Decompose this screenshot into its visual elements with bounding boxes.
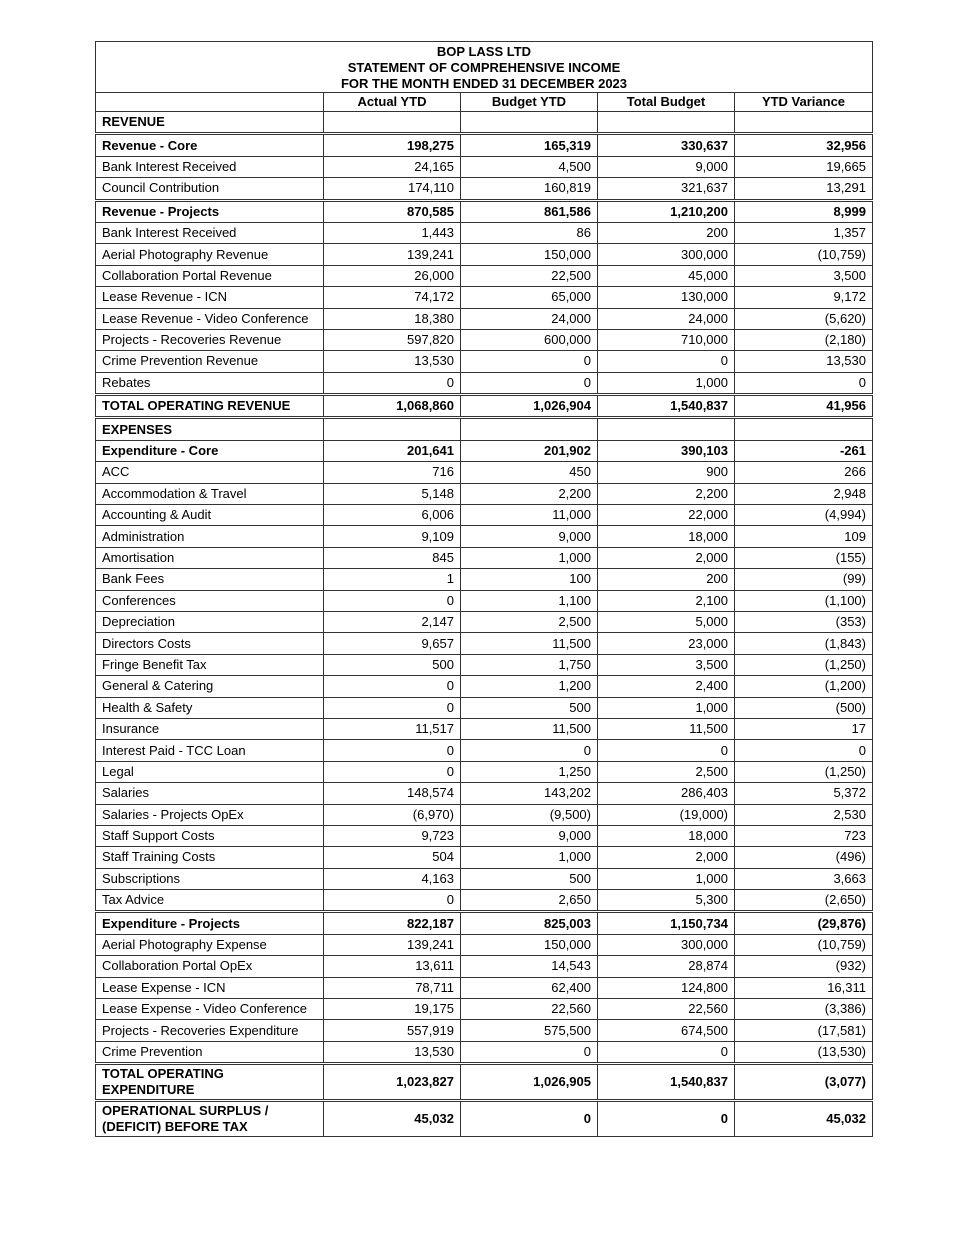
collaboration-portal-revenue-ytd-variance: 3,500	[735, 265, 873, 286]
total-operating-revenue-actual-ytd: 1,068,860	[324, 395, 461, 418]
aerial-photography-revenue-actual-ytd: 139,241	[324, 244, 461, 265]
row-council-contribution	[96, 178, 873, 200]
crime-prevention-revenue-budget-ytd: 0	[461, 351, 598, 372]
row-conferences	[96, 590, 873, 611]
column-header-budget-ytd: Budget YTD	[461, 93, 598, 112]
staff-training-costs-budget-ytd: 1,000	[461, 847, 598, 868]
revenue-core-ytd-variance: 32,956	[735, 134, 873, 156]
bank-interest-projects-budget-ytd: 86	[461, 222, 598, 243]
row-rebates	[96, 372, 873, 394]
crime-prevention-total-budget: 0	[598, 1041, 735, 1063]
row-accounting-audit	[96, 505, 873, 526]
staff-support-costs-actual-ytd: 9,723	[324, 825, 461, 846]
bank-interest-core-budget-ytd: 4,500	[461, 156, 598, 177]
collaboration-portal-revenue-actual-ytd: 26,000	[324, 265, 461, 286]
acc-ytd-variance: 266	[735, 462, 873, 483]
empty-cell	[598, 112, 735, 134]
total-operating-revenue-ytd-variance: 41,956	[735, 395, 873, 418]
legal-actual-ytd: 0	[324, 761, 461, 782]
general-catering-actual-ytd: 0	[324, 676, 461, 697]
row-lease-expense-video	[96, 999, 873, 1020]
column-header-blank	[96, 93, 324, 112]
crime-prevention-revenue-actual-ytd: 13,530	[324, 351, 461, 372]
rebates-budget-ytd: 0	[461, 372, 598, 394]
projects-recoveries-revenue-budget-ytd: 600,000	[461, 329, 598, 350]
row-staff-support-costs	[96, 825, 873, 846]
projects-recoveries-expenditure-actual-ytd: 557,919	[324, 1020, 461, 1041]
expenditure-core-actual-ytd: 201,641	[324, 440, 461, 461]
row-crime-prevention	[96, 1041, 873, 1063]
administration-ytd-variance: 109	[735, 526, 873, 547]
aerial-photography-expense-total-budget: 300,000	[598, 934, 735, 955]
legal-budget-ytd: 1,250	[461, 761, 598, 782]
row-staff-training-costs	[96, 847, 873, 868]
bank-interest-projects-label: Bank Interest Received	[96, 222, 324, 243]
accounting-audit-actual-ytd: 6,006	[324, 505, 461, 526]
empty-cell	[461, 418, 598, 440]
lease-expense-video-label: Lease Expense - Video Conference	[96, 999, 324, 1020]
conferences-budget-ytd: 1,100	[461, 590, 598, 611]
operational-surplus-actual-ytd: 45,032	[324, 1101, 461, 1137]
row-lease-revenue-icn	[96, 287, 873, 308]
revenue-core-total-budget: 330,637	[598, 134, 735, 156]
expenses-section-row	[96, 418, 873, 440]
lease-revenue-video-total-budget: 24,000	[598, 308, 735, 329]
staff-support-costs-label: Staff Support Costs	[96, 825, 324, 846]
salaries-projects-opex-total-budget: (19,000)	[598, 804, 735, 825]
expenditure-core-budget-ytd: 201,902	[461, 440, 598, 461]
expenditure-projects-actual-ytd: 822,187	[324, 912, 461, 934]
depreciation-ytd-variance: (353)	[735, 611, 873, 632]
revenue-section-row	[96, 112, 873, 134]
administration-budget-ytd: 9,000	[461, 526, 598, 547]
row-aerial-photography-revenue	[96, 244, 873, 265]
row-depreciation	[96, 611, 873, 632]
bank-fees-actual-ytd: 1	[324, 569, 461, 590]
administration-label: Administration	[96, 526, 324, 547]
row-total-operating-expenditure	[96, 1064, 873, 1101]
general-catering-ytd-variance: (1,200)	[735, 676, 873, 697]
row-revenue-core	[96, 134, 873, 156]
staff-support-costs-ytd-variance: 723	[735, 825, 873, 846]
depreciation-budget-ytd: 2,500	[461, 611, 598, 632]
conferences-actual-ytd: 0	[324, 590, 461, 611]
accounting-audit-label: Accounting & Audit	[96, 505, 324, 526]
revenue-projects-ytd-variance: 8,999	[735, 200, 873, 222]
bank-interest-projects-total-budget: 200	[598, 222, 735, 243]
row-total-operating-revenue	[96, 395, 873, 418]
crime-prevention-ytd-variance: (13,530)	[735, 1041, 873, 1063]
administration-total-budget: 18,000	[598, 526, 735, 547]
salaries-label: Salaries	[96, 783, 324, 804]
directors-costs-label: Directors Costs	[96, 633, 324, 654]
lease-revenue-video-actual-ytd: 18,380	[324, 308, 461, 329]
accommodation-travel-budget-ytd: 2,200	[461, 483, 598, 504]
revenue-projects-total-budget: 1,210,200	[598, 200, 735, 222]
interest-paid-tcc-total-budget: 0	[598, 740, 735, 761]
row-directors-costs	[96, 633, 873, 654]
empty-cell	[324, 418, 461, 440]
empty-cell	[735, 112, 873, 134]
expenses-section-heading: EXPENSES	[96, 418, 324, 440]
health-safety-ytd-variance: (500)	[735, 697, 873, 718]
operational-surplus-total-budget: 0	[598, 1101, 735, 1137]
row-projects-recoveries-expenditure	[96, 1020, 873, 1041]
revenue-core-actual-ytd: 198,275	[324, 134, 461, 156]
total-operating-expenditure-ytd-variance: (3,077)	[735, 1064, 873, 1101]
report-header-row	[96, 42, 873, 93]
tax-advice-budget-ytd: 2,650	[461, 890, 598, 912]
aerial-photography-revenue-budget-ytd: 150,000	[461, 244, 598, 265]
expenditure-projects-budget-ytd: 825,003	[461, 912, 598, 934]
revenue-projects-label: Revenue - Projects	[96, 200, 324, 222]
projects-recoveries-expenditure-label: Projects - Recoveries Expenditure	[96, 1020, 324, 1041]
lease-revenue-icn-budget-ytd: 65,000	[461, 287, 598, 308]
tax-advice-ytd-variance: (2,650)	[735, 890, 873, 912]
acc-label: ACC	[96, 462, 324, 483]
projects-recoveries-revenue-ytd-variance: (2,180)	[735, 329, 873, 350]
collaboration-portal-opex-budget-ytd: 14,543	[461, 956, 598, 977]
empty-cell	[735, 418, 873, 440]
row-operational-surplus	[96, 1101, 873, 1137]
depreciation-total-budget: 5,000	[598, 611, 735, 632]
health-safety-label: Health & Safety	[96, 697, 324, 718]
row-bank-fees	[96, 569, 873, 590]
collaboration-portal-revenue-total-budget: 45,000	[598, 265, 735, 286]
conferences-ytd-variance: (1,100)	[735, 590, 873, 611]
expenditure-projects-ytd-variance: (29,876)	[735, 912, 873, 934]
crime-prevention-budget-ytd: 0	[461, 1041, 598, 1063]
general-catering-label: General & Catering	[96, 676, 324, 697]
bank-interest-core-total-budget: 9,000	[598, 156, 735, 177]
operational-surplus-ytd-variance: 45,032	[735, 1101, 873, 1137]
lease-expense-icn-total-budget: 124,800	[598, 977, 735, 998]
interest-paid-tcc-actual-ytd: 0	[324, 740, 461, 761]
insurance-label: Insurance	[96, 718, 324, 739]
projects-recoveries-expenditure-budget-ytd: 575,500	[461, 1020, 598, 1041]
subscriptions-budget-ytd: 500	[461, 868, 598, 889]
statement-period: FOR THE MONTH ENDED 31 DECEMBER 2023	[340, 76, 628, 91]
total-operating-expenditure-total-budget: 1,540,837	[598, 1064, 735, 1101]
amortisation-total-budget: 2,000	[598, 547, 735, 568]
row-tax-advice	[96, 890, 873, 912]
depreciation-actual-ytd: 2,147	[324, 611, 461, 632]
row-salaries	[96, 783, 873, 804]
directors-costs-budget-ytd: 11,500	[461, 633, 598, 654]
revenue-core-label: Revenue - Core	[96, 134, 324, 156]
income-statement	[95, 41, 872, 1137]
projects-recoveries-expenditure-ytd-variance: (17,581)	[735, 1020, 873, 1041]
total-operating-revenue-budget-ytd: 1,026,904	[461, 395, 598, 418]
lease-revenue-icn-label: Lease Revenue - ICN	[96, 287, 324, 308]
staff-training-costs-ytd-variance: (496)	[735, 847, 873, 868]
council-contribution-ytd-variance: 13,291	[735, 178, 873, 200]
empty-cell	[598, 418, 735, 440]
lease-expense-icn-label: Lease Expense - ICN	[96, 977, 324, 998]
collaboration-portal-opex-total-budget: 28,874	[598, 956, 735, 977]
expenditure-projects-label: Expenditure - Projects	[96, 912, 324, 934]
bank-interest-core-actual-ytd: 24,165	[324, 156, 461, 177]
tax-advice-label: Tax Advice	[96, 890, 324, 912]
bank-fees-budget-ytd: 100	[461, 569, 598, 590]
row-expenditure-core	[96, 440, 873, 461]
legal-label: Legal	[96, 761, 324, 782]
health-safety-total-budget: 1,000	[598, 697, 735, 718]
lease-expense-video-total-budget: 22,560	[598, 999, 735, 1020]
income-statement-table	[95, 41, 873, 1137]
interest-paid-tcc-label: Interest Paid - TCC Loan	[96, 740, 324, 761]
row-bank-interest-projects	[96, 222, 873, 243]
council-contribution-actual-ytd: 174,110	[324, 178, 461, 200]
fringe-benefit-tax-total-budget: 3,500	[598, 654, 735, 675]
lease-expense-video-budget-ytd: 22,560	[461, 999, 598, 1020]
empty-cell	[324, 112, 461, 134]
directors-costs-actual-ytd: 9,657	[324, 633, 461, 654]
column-header-actual-ytd: Actual YTD	[324, 93, 461, 112]
fringe-benefit-tax-budget-ytd: 1,750	[461, 654, 598, 675]
salaries-total-budget: 286,403	[598, 783, 735, 804]
salaries-actual-ytd: 148,574	[324, 783, 461, 804]
insurance-budget-ytd: 11,500	[461, 718, 598, 739]
row-crime-prevention-revenue	[96, 351, 873, 372]
projects-recoveries-expenditure-total-budget: 674,500	[598, 1020, 735, 1041]
conferences-total-budget: 2,100	[598, 590, 735, 611]
collaboration-portal-opex-ytd-variance: (932)	[735, 956, 873, 977]
subscriptions-total-budget: 1,000	[598, 868, 735, 889]
collaboration-portal-revenue-label: Collaboration Portal Revenue	[96, 265, 324, 286]
general-catering-budget-ytd: 1,200	[461, 676, 598, 697]
empty-cell	[461, 112, 598, 134]
column-header-row	[96, 93, 873, 112]
row-collaboration-portal-revenue	[96, 265, 873, 286]
directors-costs-ytd-variance: (1,843)	[735, 633, 873, 654]
row-lease-revenue-video	[96, 308, 873, 329]
row-aerial-photography-expense	[96, 934, 873, 955]
health-safety-budget-ytd: 500	[461, 697, 598, 718]
staff-training-costs-total-budget: 2,000	[598, 847, 735, 868]
row-acc	[96, 462, 873, 483]
salaries-projects-opex-budget-ytd: (9,500)	[461, 804, 598, 825]
operational-surplus-label: OPERATIONAL SURPLUS / (DEFICIT) BEFORE TAX	[96, 1101, 324, 1137]
interest-paid-tcc-ytd-variance: 0	[735, 740, 873, 761]
rebates-ytd-variance: 0	[735, 372, 873, 394]
row-revenue-projects	[96, 200, 873, 222]
health-safety-actual-ytd: 0	[324, 697, 461, 718]
council-contribution-label: Council Contribution	[96, 178, 324, 200]
depreciation-label: Depreciation	[96, 611, 324, 632]
total-operating-expenditure-label: TOTAL OPERATING EXPENDITURE	[96, 1064, 324, 1101]
row-bank-interest-core	[96, 156, 873, 177]
amortisation-budget-ytd: 1,000	[461, 547, 598, 568]
fringe-benefit-tax-ytd-variance: (1,250)	[735, 654, 873, 675]
row-accommodation-travel	[96, 483, 873, 504]
interest-paid-tcc-budget-ytd: 0	[461, 740, 598, 761]
statement-title: STATEMENT OF COMPREHENSIVE INCOME	[347, 60, 621, 75]
crime-prevention-revenue-label: Crime Prevention Revenue	[96, 351, 324, 372]
bank-interest-projects-ytd-variance: 1,357	[735, 222, 873, 243]
row-interest-paid-tcc	[96, 740, 873, 761]
council-contribution-total-budget: 321,637	[598, 178, 735, 200]
insurance-ytd-variance: 17	[735, 718, 873, 739]
revenue-projects-budget-ytd: 861,586	[461, 200, 598, 222]
accommodation-travel-ytd-variance: 2,948	[735, 483, 873, 504]
subscriptions-ytd-variance: 3,663	[735, 868, 873, 889]
legal-total-budget: 2,500	[598, 761, 735, 782]
salaries-projects-opex-ytd-variance: 2,530	[735, 804, 873, 825]
revenue-core-budget-ytd: 165,319	[461, 134, 598, 156]
aerial-photography-revenue-label: Aerial Photography Revenue	[96, 244, 324, 265]
lease-revenue-icn-actual-ytd: 74,172	[324, 287, 461, 308]
salaries-projects-opex-actual-ytd: (6,970)	[324, 804, 461, 825]
lease-expense-video-ytd-variance: (3,386)	[735, 999, 873, 1020]
projects-recoveries-revenue-label: Projects - Recoveries Revenue	[96, 329, 324, 350]
bank-interest-core-ytd-variance: 19,665	[735, 156, 873, 177]
row-projects-recoveries-revenue	[96, 329, 873, 350]
crime-prevention-label: Crime Prevention	[96, 1041, 324, 1063]
expenditure-core-label: Expenditure - Core	[96, 440, 324, 461]
conferences-label: Conferences	[96, 590, 324, 611]
collaboration-portal-revenue-budget-ytd: 22,500	[461, 265, 598, 286]
lease-revenue-icn-total-budget: 130,000	[598, 287, 735, 308]
amortisation-actual-ytd: 845	[324, 547, 461, 568]
directors-costs-total-budget: 23,000	[598, 633, 735, 654]
bank-fees-total-budget: 200	[598, 569, 735, 590]
row-subscriptions	[96, 868, 873, 889]
column-header-total-budget: Total Budget	[598, 93, 735, 112]
crime-prevention-revenue-total-budget: 0	[598, 351, 735, 372]
rebates-total-budget: 1,000	[598, 372, 735, 394]
salaries-budget-ytd: 143,202	[461, 783, 598, 804]
aerial-photography-expense-actual-ytd: 139,241	[324, 934, 461, 955]
rebates-actual-ytd: 0	[324, 372, 461, 394]
total-operating-expenditure-budget-ytd: 1,026,905	[461, 1064, 598, 1101]
total-operating-revenue-label: TOTAL OPERATING REVENUE	[96, 395, 324, 418]
general-catering-total-budget: 2,400	[598, 676, 735, 697]
total-operating-expenditure-actual-ytd: 1,023,827	[324, 1064, 461, 1101]
staff-training-costs-label: Staff Training Costs	[96, 847, 324, 868]
amortisation-label: Amortisation	[96, 547, 324, 568]
expenditure-projects-total-budget: 1,150,734	[598, 912, 735, 934]
accommodation-travel-label: Accommodation & Travel	[96, 483, 324, 504]
revenue-projects-actual-ytd: 870,585	[324, 200, 461, 222]
legal-ytd-variance: (1,250)	[735, 761, 873, 782]
accommodation-travel-actual-ytd: 5,148	[324, 483, 461, 504]
company-name: BOP LASS LTD	[436, 44, 532, 59]
salaries-projects-opex-label: Salaries - Projects OpEx	[96, 804, 324, 825]
lease-expense-video-actual-ytd: 19,175	[324, 999, 461, 1020]
row-expenditure-projects	[96, 912, 873, 934]
bank-interest-projects-actual-ytd: 1,443	[324, 222, 461, 243]
collaboration-portal-opex-actual-ytd: 13,611	[324, 956, 461, 977]
aerial-photography-expense-label: Aerial Photography Expense	[96, 934, 324, 955]
fringe-benefit-tax-actual-ytd: 500	[324, 654, 461, 675]
row-salaries-projects-opex	[96, 804, 873, 825]
staff-support-costs-budget-ytd: 9,000	[461, 825, 598, 846]
projects-recoveries-revenue-actual-ytd: 597,820	[324, 329, 461, 350]
acc-total-budget: 900	[598, 462, 735, 483]
collaboration-portal-opex-label: Collaboration Portal OpEx	[96, 956, 324, 977]
report-title	[96, 42, 873, 93]
expenditure-core-total-budget: 390,103	[598, 440, 735, 461]
tax-advice-total-budget: 5,300	[598, 890, 735, 912]
insurance-actual-ytd: 11,517	[324, 718, 461, 739]
acc-budget-ytd: 450	[461, 462, 598, 483]
subscriptions-label: Subscriptions	[96, 868, 324, 889]
row-insurance	[96, 718, 873, 739]
aerial-photography-expense-budget-ytd: 150,000	[461, 934, 598, 955]
lease-expense-icn-actual-ytd: 78,711	[324, 977, 461, 998]
tax-advice-actual-ytd: 0	[324, 890, 461, 912]
bank-fees-ytd-variance: (99)	[735, 569, 873, 590]
row-fringe-benefit-tax	[96, 654, 873, 675]
amortisation-ytd-variance: (155)	[735, 547, 873, 568]
salaries-ytd-variance: 5,372	[735, 783, 873, 804]
acc-actual-ytd: 716	[324, 462, 461, 483]
bank-interest-core-label: Bank Interest Received	[96, 156, 324, 177]
crime-prevention-actual-ytd: 13,530	[324, 1041, 461, 1063]
row-general-catering	[96, 676, 873, 697]
lease-expense-icn-ytd-variance: 16,311	[735, 977, 873, 998]
administration-actual-ytd: 9,109	[324, 526, 461, 547]
accounting-audit-budget-ytd: 11,000	[461, 505, 598, 526]
total-operating-revenue-total-budget: 1,540,837	[598, 395, 735, 418]
aerial-photography-revenue-total-budget: 300,000	[598, 244, 735, 265]
lease-expense-icn-budget-ytd: 62,400	[461, 977, 598, 998]
row-administration	[96, 526, 873, 547]
lease-revenue-video-ytd-variance: (5,620)	[735, 308, 873, 329]
staff-support-costs-total-budget: 18,000	[598, 825, 735, 846]
row-legal	[96, 761, 873, 782]
row-health-safety	[96, 697, 873, 718]
row-collaboration-portal-opex	[96, 956, 873, 977]
rebates-label: Rebates	[96, 372, 324, 394]
crime-prevention-revenue-ytd-variance: 13,530	[735, 351, 873, 372]
row-amortisation	[96, 547, 873, 568]
row-lease-expense-icn	[96, 977, 873, 998]
revenue-section-heading: REVENUE	[96, 112, 324, 134]
insurance-total-budget: 11,500	[598, 718, 735, 739]
fringe-benefit-tax-label: Fringe Benefit Tax	[96, 654, 324, 675]
lease-revenue-video-label: Lease Revenue - Video Conference	[96, 308, 324, 329]
accounting-audit-ytd-variance: (4,994)	[735, 505, 873, 526]
aerial-photography-revenue-ytd-variance: (10,759)	[735, 244, 873, 265]
aerial-photography-expense-ytd-variance: (10,759)	[735, 934, 873, 955]
operational-surplus-budget-ytd: 0	[461, 1101, 598, 1137]
column-header-ytd-variance: YTD Variance	[735, 93, 873, 112]
accounting-audit-total-budget: 22,000	[598, 505, 735, 526]
accommodation-travel-total-budget: 2,200	[598, 483, 735, 504]
staff-training-costs-actual-ytd: 504	[324, 847, 461, 868]
bank-fees-label: Bank Fees	[96, 569, 324, 590]
expenditure-core-ytd-variance: -261	[735, 440, 873, 461]
subscriptions-actual-ytd: 4,163	[324, 868, 461, 889]
lease-revenue-icn-ytd-variance: 9,172	[735, 287, 873, 308]
lease-revenue-video-budget-ytd: 24,000	[461, 308, 598, 329]
projects-recoveries-revenue-total-budget: 710,000	[598, 329, 735, 350]
council-contribution-budget-ytd: 160,819	[461, 178, 598, 200]
